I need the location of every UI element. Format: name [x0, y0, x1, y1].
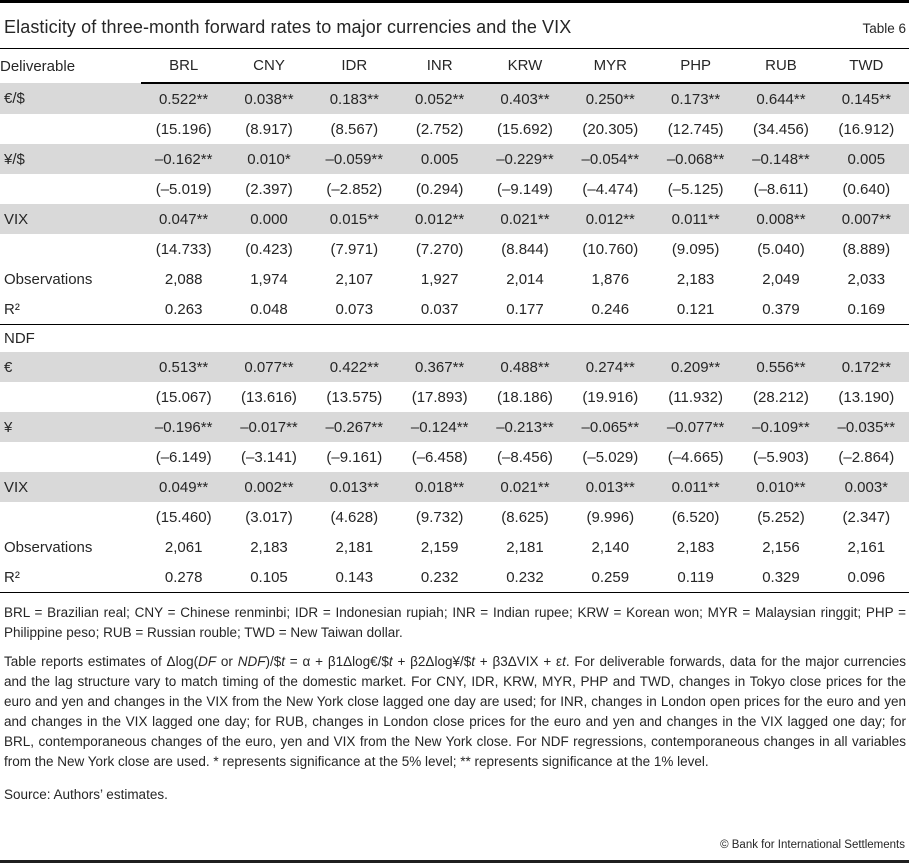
- table-cell: (–4.665): [667, 448, 724, 466]
- table-cell: 0.644**: [756, 90, 806, 108]
- table-cell: 0.522**: [159, 90, 209, 108]
- table-head: [0, 49, 909, 83]
- footnote-italic-segment: t: [281, 654, 285, 669]
- row-label: [0, 502, 141, 532]
- table-cell: 2,061: [164, 538, 203, 556]
- table-cell: 2,181: [335, 538, 374, 556]
- footnote-italic-segment: t: [388, 654, 393, 669]
- panel-header-row: [0, 325, 909, 353]
- table-cell: 0.121: [676, 300, 715, 318]
- table-cell: –0.054**: [581, 150, 640, 168]
- column-header: CNY: [226, 49, 311, 83]
- table-cell: (5.252): [757, 508, 805, 526]
- table-cell: –0.148**: [752, 150, 810, 168]
- table-cell: 0.021**: [500, 210, 550, 228]
- row-label: [0, 442, 141, 472]
- table-cell: 0.049**: [159, 478, 209, 496]
- table-cell: (0.423): [245, 240, 293, 258]
- table-cell: (8.567): [330, 120, 379, 138]
- table-cell: 0.379: [762, 300, 800, 318]
- table-cell: –0.077**: [666, 418, 725, 436]
- table-row: [0, 144, 909, 174]
- table-cell: (9.095): [671, 240, 720, 258]
- table-cell: 2,049: [762, 270, 800, 288]
- table-cell: (28.212): [753, 388, 809, 406]
- table-cell: 2,183: [250, 538, 288, 556]
- table-cell: –0.162**: [154, 150, 213, 168]
- table-cell: 0.011**: [671, 478, 720, 496]
- column-header: TWD: [824, 49, 909, 83]
- table-cell: (2.752): [415, 120, 464, 138]
- footnote-segment: or: [216, 654, 238, 669]
- table-cell: 2,183: [676, 270, 715, 288]
- footnote-italic-segment: t: [562, 654, 566, 669]
- footnote-italic-segment: t: [471, 654, 475, 669]
- table-cell: (8.844): [501, 240, 549, 258]
- table-cell: 2,014: [506, 270, 544, 288]
- table-cell: 2,088: [164, 270, 203, 288]
- table-cell: (–4.474): [582, 180, 639, 198]
- table-cell: 0.005: [420, 150, 459, 168]
- table-cell: 2,140: [591, 538, 630, 556]
- table-cell: 0.172**: [841, 358, 891, 376]
- table-cell: 0.169: [847, 300, 886, 318]
- table-cell: 0.173**: [671, 90, 721, 108]
- column-header: IDR: [312, 49, 397, 83]
- table-cell: 0.250**: [585, 90, 635, 108]
- source-line: Source: Authors’ estimates.: [4, 787, 168, 802]
- table-cell: 0.048: [250, 300, 288, 318]
- table-cell: 0.488**: [500, 358, 550, 376]
- row-label: [0, 382, 141, 412]
- table-row: [0, 234, 909, 264]
- table-cell: (15.196): [155, 120, 212, 138]
- row-label: Observations: [4, 270, 93, 288]
- row-label: [0, 234, 141, 264]
- table-cell: 0.010*: [247, 150, 291, 168]
- footnote-segment: . For deliverable forwards, data for the major currencies and the lag structure vary to match timing of the domestic market. For CNY, IDR, KRW, MYR, PHP and TWD, changes in Tokyo close prices for the euro and yen and changes in the VIX from the New York close lagged one day are used; for INR, changes in London open prices for the euro and yen and changes in the VIX lagged one day; for RUB, changes in London close prices for the euro and yen and changes in the VIX lagged one day; for BRL, contemporaneous changes of the euro, yen and VIX from the New York close. For NDF regressions, contemporaneous changes in all variables from the New York close are used. * represents significance at the 5% level; ** represents significance at the 1% level.: [4, 654, 906, 769]
- footnote-segment: = α + β1Δlog€/$: [285, 654, 389, 669]
- column-header: MYR: [568, 49, 653, 83]
- column-header: KRW: [482, 49, 567, 83]
- table-cell: (–2.864): [838, 448, 895, 466]
- table-cell: 0.096: [847, 568, 886, 586]
- table-cell: (5.040): [757, 240, 805, 258]
- table-cell: (–6.149): [155, 448, 212, 466]
- table-row: [0, 352, 909, 382]
- table-cell: (9.732): [415, 508, 464, 526]
- table-cell: (8.625): [501, 508, 549, 526]
- table-cell: 1,876: [591, 270, 630, 288]
- table-cell: (–8.456): [497, 448, 553, 466]
- row-label: [0, 174, 141, 204]
- table-cell: (–9.149): [497, 180, 553, 198]
- row-label: VIX: [4, 478, 29, 496]
- table-cell: 0.047**: [159, 210, 209, 228]
- table-cell: (9.996): [586, 508, 635, 526]
- table-cell: 0.556**: [756, 358, 806, 376]
- table-cell: 2,033: [847, 270, 886, 288]
- row-label: €: [4, 358, 13, 376]
- table-cell: 0.259: [591, 568, 630, 586]
- table-cell: 1,974: [250, 270, 288, 288]
- table-cell: 0.367**: [415, 358, 465, 376]
- table-cell: 0.003*: [844, 478, 888, 496]
- table-cell: (7.971): [330, 240, 379, 258]
- table-cell: (–5.019): [155, 180, 212, 198]
- table-cell: (–5.029): [582, 448, 639, 466]
- table-cell: (17.893): [411, 388, 468, 406]
- table-title: Elasticity of three-month forward rates to major currencies and the VIX: [4, 17, 572, 37]
- column-header: INR: [397, 49, 482, 83]
- table-cell: 0.209**: [671, 358, 721, 376]
- table-row: [0, 502, 909, 532]
- table-cell: 0.246: [591, 300, 630, 318]
- column-header: PHP: [653, 49, 738, 83]
- table-cell: (–2.852): [326, 180, 383, 198]
- table-cell: (2.347): [842, 508, 891, 526]
- table-cell: 0.278: [164, 568, 203, 586]
- table-cell: 0.002**: [244, 478, 294, 496]
- row-label: €/$: [4, 90, 25, 107]
- table-cell: (34.456): [753, 120, 809, 138]
- table-cell: 0.119: [677, 568, 714, 586]
- table-cell: (6.520): [671, 508, 720, 526]
- footnote-segment: )/$: [265, 654, 282, 669]
- copyright-notice: © Bank for International Settlements: [720, 839, 905, 851]
- table-cell: (–5.903): [753, 448, 809, 466]
- table-cell: 0.010**: [756, 478, 806, 496]
- table-cell: –0.035**: [837, 418, 896, 436]
- table-cell: 0.037: [420, 300, 459, 318]
- table-cell: 0.052**: [415, 90, 465, 108]
- table-cell: –0.229**: [496, 150, 554, 168]
- table-cell: (8.917): [245, 120, 293, 138]
- table-cell: (15.692): [497, 120, 553, 138]
- table-row: [0, 83, 909, 114]
- table-cell: 1,927: [420, 270, 459, 288]
- table-cell: (3.017): [245, 508, 293, 526]
- footnote-segment: Table reports estimates of Δlog(: [4, 654, 199, 669]
- table-cell: 2,181: [506, 538, 544, 556]
- table-row: [0, 472, 909, 502]
- table-row: [0, 204, 909, 234]
- table-cell: 0.007**: [841, 210, 891, 228]
- table-cell: (13.575): [326, 388, 383, 406]
- table-row: [0, 412, 909, 442]
- table-header: [0, 3, 909, 49]
- table-cell: 0.263: [164, 300, 203, 318]
- table-cell: 0.013**: [585, 478, 635, 496]
- row-label: ¥: [4, 418, 13, 436]
- table-row: [0, 382, 909, 412]
- table-cell: 0.012**: [415, 210, 465, 228]
- table-cell: (13.616): [241, 388, 297, 406]
- table-cell: (7.270): [415, 240, 464, 258]
- column-header: Deliverable: [0, 57, 76, 75]
- row-label: ¥/$: [4, 150, 25, 168]
- elasticity-table: [0, 49, 909, 593]
- table-row: [0, 562, 909, 593]
- table-cell: (0.294): [415, 180, 464, 198]
- table-cell: 0.145**: [841, 90, 891, 108]
- table-row: [0, 442, 909, 472]
- table-cell: –0.267**: [325, 418, 384, 436]
- footnotes: [0, 593, 909, 772]
- table-cell: (–3.141): [241, 448, 297, 466]
- footnote-italic-segment: NDF: [237, 654, 266, 669]
- table-cell: 0.000: [250, 210, 288, 228]
- row-label: VIX: [4, 210, 29, 228]
- table-cell: 2,161: [847, 538, 886, 556]
- table-cell: 0.013**: [329, 478, 379, 496]
- table-row: [0, 264, 909, 294]
- table-cell: –0.109**: [752, 418, 810, 436]
- table-cell: –0.213**: [496, 418, 554, 436]
- table-row: [0, 532, 909, 562]
- table-cell: 0.011**: [671, 210, 720, 228]
- table-cell: 0.005: [847, 150, 886, 168]
- table-cell: –0.124**: [410, 418, 469, 436]
- table-cell: 0.018**: [415, 478, 465, 496]
- table-cell: 0.183**: [329, 90, 379, 108]
- table-row: [0, 174, 909, 204]
- row-label: R²: [4, 568, 20, 586]
- abbreviations-footnote: BRL = Brazilian real; CNY = Chinese renminbi; IDR = Indonesian rupiah; INR = Indian rupee; KRW = Korean won; MYR = Malaysian ringgit; PHP = Philippine peso; RUB = Russian rouble; TWD = New Taiwan dollar.: [4, 605, 906, 640]
- table-cell: 0.143: [335, 568, 374, 586]
- table-body: [0, 83, 909, 593]
- table-cell: 0.513**: [159, 358, 209, 376]
- table-cell: 2,183: [676, 538, 715, 556]
- table-cell: 0.105: [250, 568, 288, 586]
- table-cell: 0.232: [506, 568, 544, 586]
- column-header: BRL: [141, 49, 226, 83]
- table-cell: 0.015**: [329, 210, 379, 228]
- footnote-italic-segment: DF: [198, 654, 217, 669]
- footnote-segment: + β2Δlog¥/$: [392, 654, 472, 669]
- table-cell: 2,156: [762, 538, 800, 556]
- table-cell: 0.012**: [585, 210, 635, 228]
- table-cell: –0.196**: [154, 418, 213, 436]
- table-cell: (–5.125): [667, 180, 724, 198]
- table-row: [0, 294, 909, 325]
- row-label: R²: [4, 300, 20, 318]
- table-cell: (8.889): [842, 240, 891, 258]
- table-number-label: Table 6: [862, 21, 906, 36]
- table-cell: 0.422**: [329, 358, 379, 376]
- table-cell: 0.038**: [244, 90, 294, 108]
- table-cell: –0.068**: [666, 150, 725, 168]
- table-cell: (13.190): [838, 388, 895, 406]
- table-cell: (12.745): [667, 120, 724, 138]
- table-cell: 0.274**: [585, 358, 635, 376]
- table-cell: (19.916): [582, 388, 639, 406]
- table-cell: (15.460): [155, 508, 212, 526]
- table-cell: (14.733): [155, 240, 212, 258]
- table-cell: (0.640): [842, 180, 891, 198]
- table-cell: –0.059**: [325, 150, 384, 168]
- column-header: RUB: [738, 49, 823, 83]
- column-header-row: [0, 49, 909, 83]
- table-cell: 0.073: [335, 300, 374, 318]
- table-cell: (4.628): [330, 508, 379, 526]
- table-cell: –0.065**: [581, 418, 640, 436]
- table-cell: 0.021**: [500, 478, 550, 496]
- footnote-segment: + β3ΔVIX + ε: [475, 654, 563, 669]
- table-cell: –0.017**: [240, 418, 298, 436]
- table-cell: 0.329: [762, 568, 800, 586]
- table-cell: 0.232: [420, 568, 459, 586]
- table-cell: 0.403**: [500, 90, 550, 108]
- methodology-footnote: [4, 652, 906, 772]
- table-cell: (15.067): [155, 388, 212, 406]
- table-cell: (11.932): [668, 388, 724, 406]
- table-cell: (–6.458): [411, 448, 468, 466]
- table-cell: 0.177: [506, 300, 544, 318]
- table-cell: 0.008**: [756, 210, 806, 228]
- table-cell: 0.077**: [244, 358, 294, 376]
- table-cell: (18.186): [497, 388, 553, 406]
- table-cell: (2.397): [245, 180, 293, 198]
- table-cell: 2,159: [420, 538, 459, 556]
- table-row: [0, 114, 909, 144]
- table-cell: (10.760): [582, 240, 639, 258]
- panel-header-label: NDF: [0, 325, 909, 353]
- table-cell: (20.305): [582, 120, 639, 138]
- row-label: [0, 114, 141, 144]
- table-cell: (16.912): [838, 120, 895, 138]
- table-cell: (–8.611): [753, 180, 809, 198]
- table-cell: (–9.161): [326, 448, 383, 466]
- table-cell: 2,107: [335, 270, 374, 288]
- row-label: Observations: [4, 538, 93, 556]
